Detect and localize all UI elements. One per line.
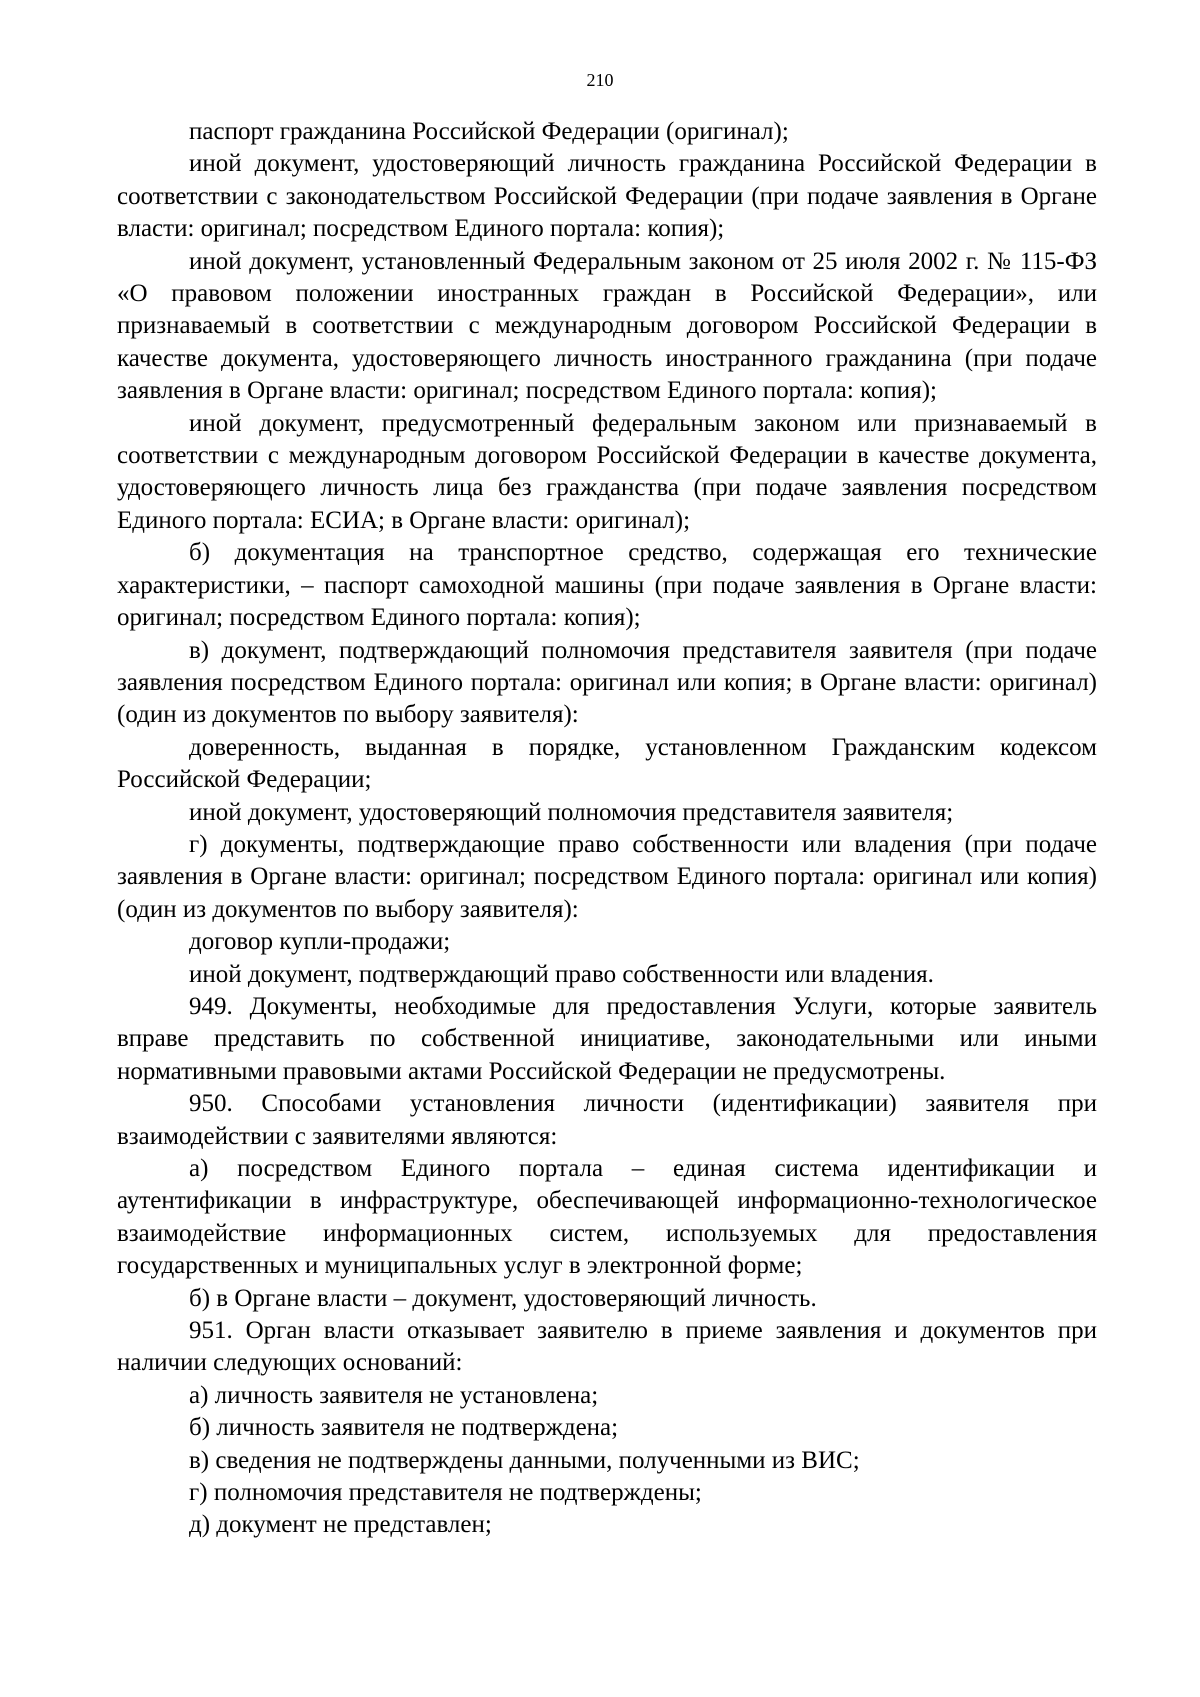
paragraph: б) в Органе власти – документ, удостоверяющий личность. [189, 1284, 817, 1312]
paragraph: а) посредством Единого портала – единая система идентификации и аутентификации в инфраструктуре, обеспечивающей информационно-технологическое взаимодействие информационных систем, используемых для предоставления государственных и муниципальных услуг в электронной форме; [117, 1155, 1097, 1280]
paragraph: д) документ не представлен; [189, 1511, 492, 1539]
paragraph: иной документ, предусмотренный федеральным законом или признаваемый в соответствии с международным договором Российской Федерации в качестве документа, удостоверяющего личность лица без гражданства (при подаче заявления посредством Единого портала: ЕСИА; в Органе власти: оригинал); [117, 409, 1097, 534]
paragraph: в) документ, подтверждающий полномочия представителя заявителя (при подаче заявления посредством Единого портала: оригинал или копия; в Органе власти: оригинал) (один из документов по выбору заявителя): [117, 636, 1097, 729]
paragraph: б) документация на транспортное средство, содержащая его технические характеристики, – паспорт самоходной машины (при подаче заявления в Органе власти: оригинал; посредством Единого портала: копия); [117, 539, 1097, 632]
paragraph: в) сведения не подтверждены данными, полученными из ВИС; [189, 1446, 860, 1474]
paragraph: г) полномочия представителя не подтверждены; [189, 1479, 702, 1507]
paragraph: иной документ, подтверждающий право собственности или владения. [189, 960, 934, 988]
paragraph: доверенность, выданная в порядке, установленном Гражданским кодексом Российской Федерации; [117, 733, 1097, 794]
paragraph: г) документы, подтверждающие право собственности или владения (при подаче заявления в Органе власти: оригинал; посредством Единого портала: оригинал или копия) (один из документов по выбору заявителя): [117, 830, 1097, 923]
paragraph: паспорт гражданина Российской Федерации (оригинал); [189, 118, 789, 145]
paragraph: иной документ, удостоверяющий личность гражданина Российской Федерации в соответствии с законодательством Российской Федерации (при подаче заявления в Органе власти: оригинал; посредством Единого портала: копия); [117, 150, 1097, 243]
paragraph: б) личность заявителя не подтверждена; [189, 1414, 619, 1442]
paragraph: договор купли-продажи; [189, 928, 451, 956]
paragraph: а) личность заявителя не установлена; [189, 1381, 599, 1409]
document-body [117, 116, 1097, 1542]
paragraph: 950. Способами установления личности (идентификации) заявителя при взаимодействии с заявителями являются: [117, 1090, 1097, 1150]
paragraph: 949. Документы, необходимые для предоставления Услуги, которые заявитель вправе представить по собственной инициативе, законодательными или иными нормативными правовыми актами Российской Федерации не предусмотрены. [117, 992, 1097, 1085]
paragraph: 951. Орган власти отказывает заявителю в приеме заявления и документов при наличии следующих оснований: [117, 1317, 1097, 1377]
paragraph: иной документ, установленный Федеральным законом от 25 июля 2002 г. № 115-ФЗ «О правовом положении иностранных граждан в Российской Федерации», или признаваемый в соответствии с международным договором Российской Федерации в качестве документа, удостоверяющего личность иностранного гражданина (при подаче заявления в Органе власти: оригинал; посредством Единого портала: копия); [117, 247, 1097, 405]
page-number: 210 [586, 70, 614, 90]
paragraph: иной документ, удостоверяющий полномочия представителя заявителя; [189, 798, 954, 826]
